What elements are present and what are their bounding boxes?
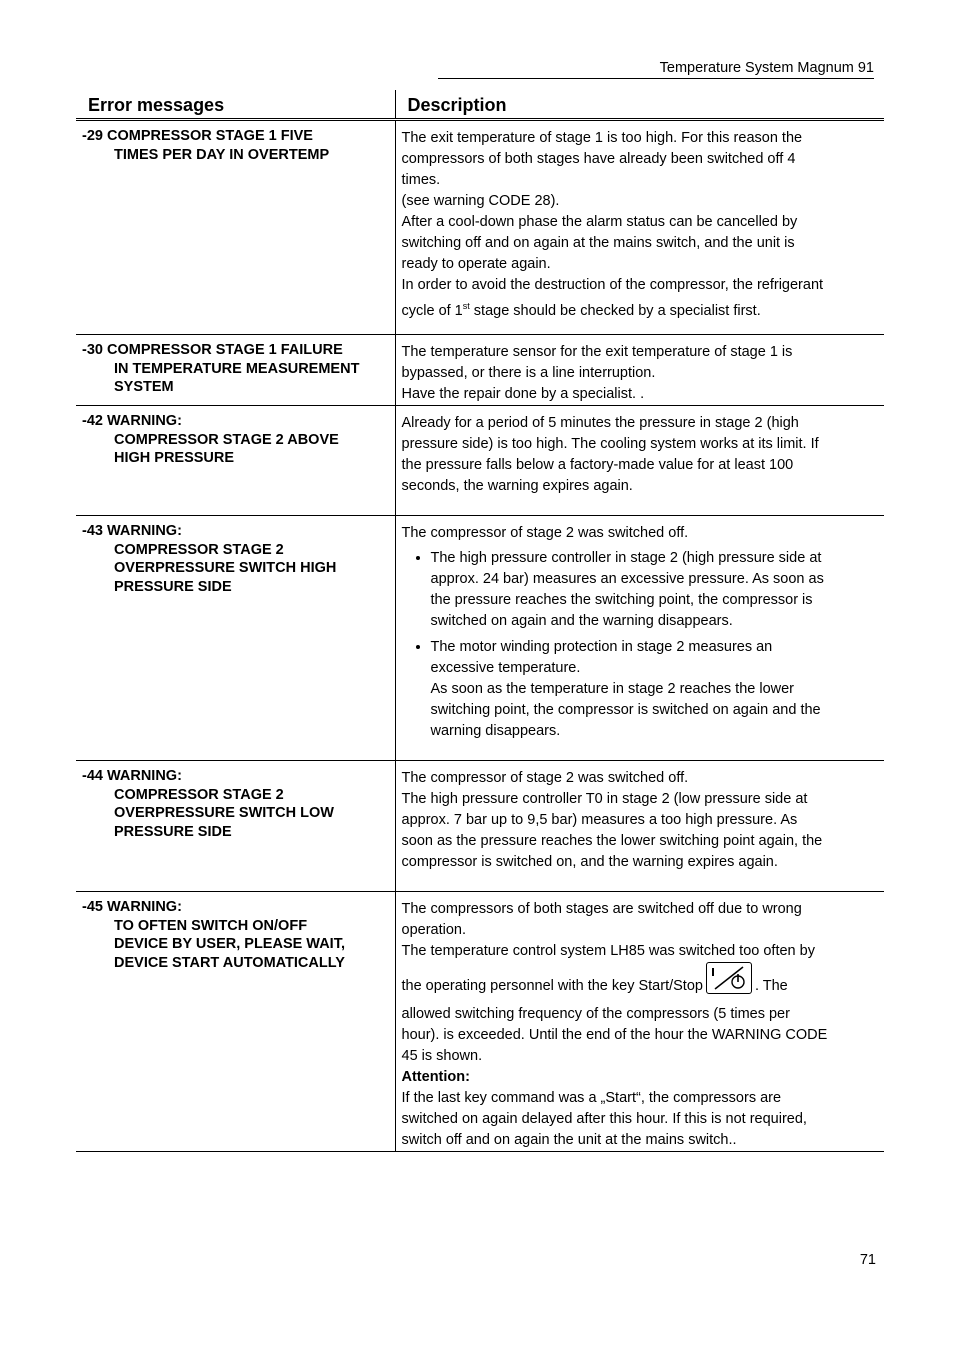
error-cell bbox=[76, 516, 395, 761]
description-text: cycle of 1 bbox=[401, 302, 463, 319]
description-line: The temperature control system LH85 was switched too often by bbox=[401, 943, 815, 959]
error-code: -42 WARNING: bbox=[82, 413, 182, 429]
description-line: switched on again and the warning disappears. bbox=[430, 613, 733, 629]
description-line: the pressure reaches the switching point, the compressor is bbox=[430, 592, 813, 608]
start-stop-key-icon bbox=[706, 962, 752, 994]
error-text-line: TIMES PER DAY IN OVERTEMP bbox=[114, 146, 330, 163]
description-line bbox=[402, 962, 879, 1004]
description-line: switching point, the compressor is switched on again and the bbox=[430, 702, 821, 718]
description-cell bbox=[395, 761, 884, 892]
table-row-error-30 bbox=[76, 335, 884, 406]
error-text-line: SYSTEM bbox=[114, 379, 174, 395]
description-line bbox=[402, 296, 879, 322]
description-line: approx. 24 bar) measures an excessive pressure. As soon as bbox=[430, 571, 824, 587]
description-line: ready to operate again. bbox=[401, 256, 551, 272]
error-text-line: PRESSURE SIDE bbox=[114, 823, 232, 840]
description-line: warning disappears. bbox=[430, 723, 561, 739]
description-text: . The bbox=[754, 978, 788, 994]
description-line: The exit temperature of stage 1 is too high. For this reason the bbox=[401, 130, 803, 146]
description-line: switched on again delayed after this hour. If this is not required, bbox=[401, 1111, 807, 1127]
error-text-line: DEVICE START AUTOMATICALLY bbox=[114, 954, 345, 971]
document-header: Temperature System Magnum 91 bbox=[438, 60, 874, 79]
error-text-line: PRESSURE SIDE bbox=[114, 578, 232, 595]
description-line: The temperature sensor for the exit temperature of stage 1 is bbox=[401, 344, 793, 360]
description-line: 45 is shown. bbox=[401, 1048, 483, 1064]
error-code: -29 COMPRESSOR STAGE 1 FIVE bbox=[82, 128, 313, 144]
error-text-line: HIGH PRESSURE bbox=[114, 450, 235, 466]
bullet-item bbox=[431, 548, 879, 632]
table-header-row bbox=[76, 90, 884, 120]
description-line: allowed switching frequency of the compressors (5 times per bbox=[401, 1006, 790, 1022]
error-text-line: IN TEMPERATURE MEASUREMENT bbox=[114, 360, 360, 377]
description-line: bypassed, or there is a line interruption. bbox=[401, 365, 656, 381]
error-text-line: DEVICE BY USER, PLEASE WAIT, bbox=[114, 936, 345, 952]
error-text-line: COMPRESSOR STAGE 2 bbox=[114, 786, 284, 803]
description-line: hour). is exceeded. Until the end of the hour the WARNING CODE bbox=[401, 1027, 828, 1043]
description-line: As soon as the temperature in stage 2 reaches the lower bbox=[430, 681, 795, 697]
error-cell bbox=[76, 406, 395, 516]
description-line: The compressors of both stages are switched off due to wrong bbox=[401, 901, 802, 917]
description-line: soon as the pressure reaches the lower switching point again, the bbox=[401, 833, 823, 849]
error-cell bbox=[76, 892, 395, 1152]
ordinal-suffix: st bbox=[462, 301, 470, 311]
description-line: compressors of both stages have already been switched off 4 bbox=[401, 151, 796, 167]
description-line: If the last key command was a „Start“, the compressors are bbox=[401, 1090, 782, 1106]
description-cell bbox=[395, 120, 884, 335]
bullet-item bbox=[431, 637, 879, 742]
description-line: operation. bbox=[401, 922, 466, 938]
description-line: After a cool-down phase the alarm status can be cancelled by bbox=[401, 214, 798, 230]
description-line: pressure side) is too high. The cooling system works at its limit. If bbox=[401, 436, 819, 452]
description-line: In order to avoid the destruction of the compressor, the refrigerant bbox=[401, 277, 824, 293]
table-row-error-29 bbox=[76, 120, 884, 335]
description-cell bbox=[395, 516, 884, 761]
description-cell bbox=[395, 335, 884, 406]
description-line: The compressor of stage 2 was switched off. bbox=[401, 525, 689, 541]
description-line: compressor is switched on, and the warning expires again. bbox=[401, 854, 778, 870]
error-cell bbox=[76, 120, 395, 335]
column-header-error-messages: Error messages bbox=[76, 90, 395, 120]
error-text-line: OVERPRESSURE SWITCH HIGH bbox=[114, 560, 337, 576]
description-text: stage should be checked by a specialist first. bbox=[469, 302, 761, 319]
error-code: -43 WARNING: bbox=[82, 523, 182, 539]
error-text-line: OVERPRESSURE SWITCH LOW bbox=[114, 805, 334, 821]
description-line: switch off and on again the unit at the mains switch.. bbox=[401, 1132, 737, 1148]
description-line: (see warning CODE 28). bbox=[401, 193, 560, 209]
error-cell bbox=[76, 335, 395, 406]
description-line: switching off and on again at the mains switch, and the unit is bbox=[401, 235, 795, 251]
description-line: excessive temperature. bbox=[430, 660, 581, 676]
error-messages-table bbox=[76, 90, 884, 1152]
error-code: -30 COMPRESSOR STAGE 1 FAILURE bbox=[82, 342, 343, 358]
description-line: Have the repair done by a specialist. . bbox=[401, 386, 645, 402]
description-line: The high pressure controller T0 in stage 2 (low pressure side at bbox=[401, 791, 808, 807]
table-row-warning-42 bbox=[76, 406, 884, 516]
description-line: the pressure falls below a factory-made value for at least 100 bbox=[401, 457, 794, 473]
error-cell bbox=[76, 761, 395, 892]
description-text: the operating personnel with the key Start/Stop bbox=[401, 978, 703, 994]
error-text-line: COMPRESSOR STAGE 2 ABOVE bbox=[114, 431, 339, 448]
error-code: -44 WARNING: bbox=[82, 768, 182, 784]
description-line: The compressor of stage 2 was switched off. bbox=[401, 770, 689, 786]
table-row-warning-43 bbox=[76, 516, 884, 761]
description-line: times. bbox=[401, 172, 441, 188]
table-row-warning-45 bbox=[76, 892, 884, 1152]
error-text-line: TO OFTEN SWITCH ON/OFF bbox=[114, 917, 308, 934]
description-cell bbox=[395, 892, 884, 1152]
description-cell bbox=[395, 406, 884, 516]
page-number: 71 bbox=[859, 1252, 876, 1268]
description-line: approx. 7 bar up to 9,5 bar) measures a too high pressure. As bbox=[401, 812, 798, 828]
bullet-list bbox=[402, 548, 879, 742]
table-row-warning-44 bbox=[76, 761, 884, 892]
description-line: Already for a period of 5 minutes the pressure in stage 2 (high bbox=[401, 415, 799, 431]
attention-label: Attention: bbox=[401, 1069, 470, 1085]
description-line: • The high pressure controller in stage 2 (high pressure side at bbox=[430, 550, 822, 566]
error-text-line: COMPRESSOR STAGE 2 bbox=[114, 541, 284, 558]
column-header-description: Description bbox=[395, 90, 884, 120]
description-line: seconds, the warning expires again. bbox=[401, 478, 633, 494]
description-line: • The motor winding protection in stage 2 measures an bbox=[430, 639, 773, 655]
error-code: -45 WARNING: bbox=[82, 899, 182, 915]
